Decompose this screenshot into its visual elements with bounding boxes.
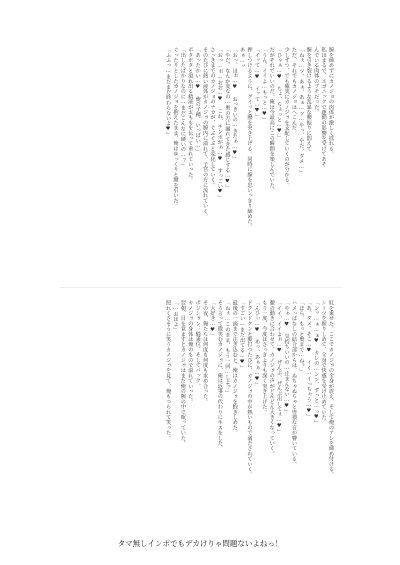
text-line: 「やだ、なんか変なの…奥の方に漏れてきた感じする…♥」 — [224, 47, 231, 190]
text-line: その夜、俺たちは何度も何度も求め合った。 — [202, 300, 209, 404]
text-line: そのたびに熱い液体がカノジョの膣内に溢れて、子宮の方に流れていく。 — [202, 47, 209, 219]
text-line: 「ンッ…ぁ…ぁ♥ カレの…ンン、ずっと…っ♥」 — [313, 300, 320, 426]
text-line: 「んひぃ…♥ あっ、あぁぁ…♥」 — [253, 300, 260, 388]
text-line: ぐったりとしたカノジョを抱えたまま、俺はゆっくりと腰を引いた。 — [172, 47, 179, 209]
text-line: ポジション：騎乗位、そしてバック。 — [194, 300, 201, 389]
text-line: 少しずつ、でも確実にカノジョを支配していくのが分かる。 — [283, 47, 290, 188]
text-line: シーツを握りしめて、全身で快感を受け止めていた。 — [320, 300, 327, 425]
text-line: 膣を引き裂けるような乱暴な腰振りに悶えて — [305, 47, 312, 151]
text-line: 紅を乗せた。ここでカノジョの全身が震え、そして俺のアレを締め付ける。 — [328, 300, 334, 477]
text-line: 膣を締めずにカノジョの肉体が激しく揺れる。 — [328, 47, 334, 157]
text-line: 最後の一滴まで注ぎ込むと、俺はカノジョを抱きしめた。 — [231, 300, 238, 436]
text-line: 「ひゃぁ…♥ ちょ、ちょっと…♥」 — [276, 47, 283, 140]
text-line: あぁ…ッ — [239, 47, 246, 69]
text-line: 腰の動きに合わせて、カノジョの声がどんどん大きくなっていく。 — [268, 300, 275, 456]
text-line: 「すごい…まだ出てる…♥」 — [239, 300, 246, 370]
section-divider — [60, 287, 342, 288]
text-line: 照れくさそうに笑うカノジョを見て、俺もつられて笑った。 — [165, 300, 172, 441]
text-line: だがそれでいいのだ。俺は今最高にこの瞬間を楽しんでいた。 — [268, 47, 275, 193]
text-line: 「ねぇ…このまま、もう一回…しよ？」 — [224, 300, 231, 396]
text-line: 「おっ、ほぉ…♥ おっきいの…きたぁ…♥」 — [231, 47, 238, 161]
text-line: 「イイ、イイよぉ…♥ ぜんぶ、ぜんぶ出してぇ…♥」 — [276, 300, 283, 434]
text-line: 「あ、ダメ、そこ…♥ イく…イっちゃう…♥」 — [305, 300, 312, 420]
text-line: 「やぁ…♥ 気持ちいいの…止まんない…♥」 — [283, 300, 290, 414]
text-line: 「出したばかりなのに…まだこんなに硬いの…？」 — [179, 47, 186, 169]
text-line: 「イッて…♥ イッて…♥」 — [253, 47, 260, 119]
text-line: 「ほら、もっと奥まで…ね？」 — [298, 300, 305, 374]
text-line: 「おっ…ぉ…おお…♥ これ、チンポがぁ…♥ すっごい♥」 — [216, 47, 223, 200]
text-line: ただ、それでもカノジョはへこんだ。 — [290, 47, 297, 136]
text-line: んでいる肉体のプチだった。 — [313, 47, 320, 115]
text-line: 「ねぇ…ツ、あぁ、あぁ…ツ…やっ、やだ、ダメ…」 — [298, 47, 305, 175]
text-line: カノジョの身体は俺のもので溢れていった。 — [187, 300, 194, 404]
bottom-text-block — [70, 300, 334, 532]
text-line: 「あったかい…♥ 俺の子種、いっぱい…」 — [194, 47, 201, 155]
text-line: ハメっぱなしの結合部からは、ぬちゃぬちゃと卑猥な音が響いている。 — [290, 300, 297, 467]
text-line: 「ふふっ…まだまだ終わらないよ♥」 — [165, 47, 172, 137]
text-line: 「…おはよ」 — [172, 300, 179, 332]
text-line: もう一度、今度はさっきよりも深く突き上げた。 — [261, 300, 268, 415]
text-line: 翌朝、目を覚ますとカノジョはまだ俺の腕の中で眠っていた。 — [179, 300, 186, 446]
text-line: 「大好き…♥」 — [209, 300, 216, 338]
text-line: そう言って微笑むカノジョに、俺は返事の代わりにキスをした。 — [216, 300, 223, 451]
text-line: 私はまるで、エゴニックで運動の影響を受けてあそ — [320, 47, 327, 167]
text-line: さっきまでのカノジョのナカが、ぐぷぐぷと変化していく。 — [209, 47, 216, 188]
text-line: 押しつけるように、グイッと腰を突き上げる。同時に膣を思いっきり締めた。 — [246, 47, 253, 229]
text-line: 「うん、イイよ…もっと…♥」 — [261, 47, 268, 123]
text-line: ドクンドクンと脈打つたびに、カノジョの中が熱いもので満たされていく。 — [246, 300, 253, 477]
page-caption: タマ無しインポでもデカけりゃ問題ないよねっ！ — [117, 539, 283, 548]
text-line: ポタポタと溢れ出る精液が太ももを伝って垂れていった。 — [187, 47, 194, 183]
top-text-block — [70, 47, 334, 277]
